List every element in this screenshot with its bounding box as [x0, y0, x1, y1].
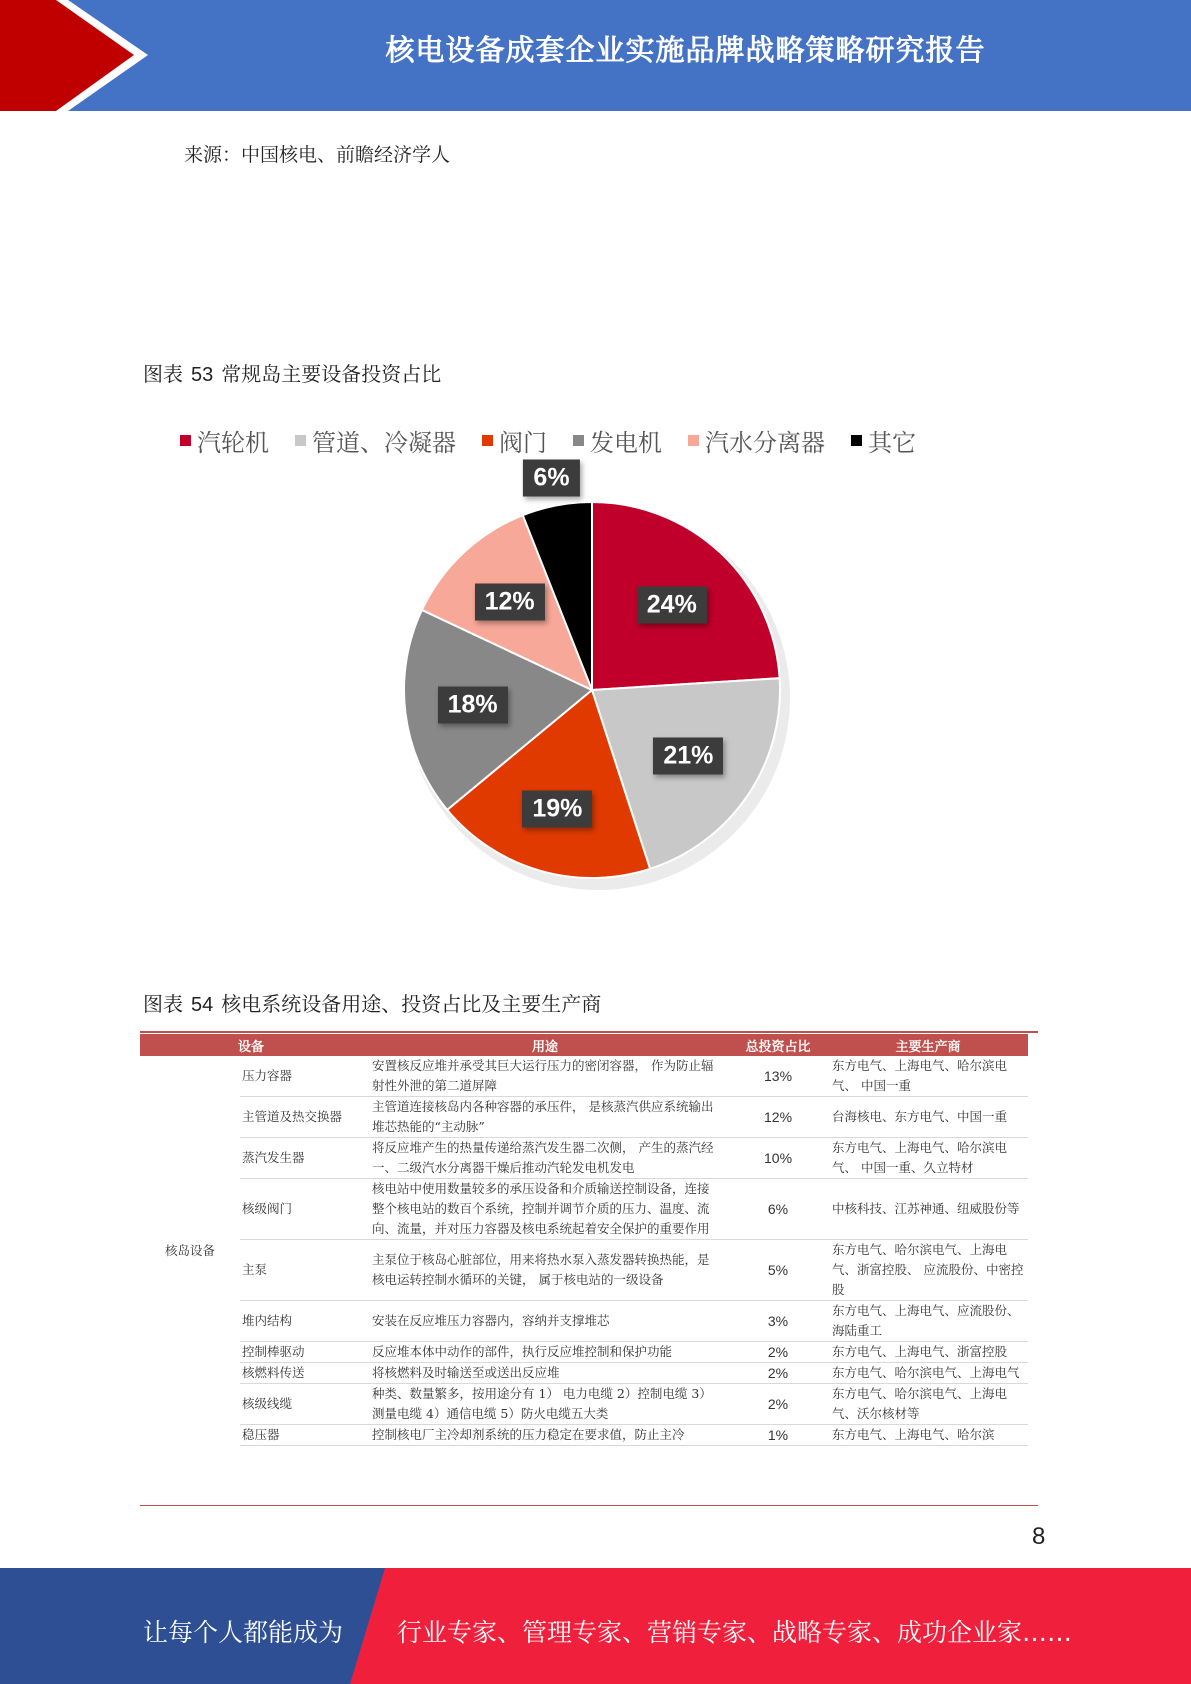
- legend-item: [851, 423, 916, 458]
- table-row: [140, 1240, 1028, 1301]
- pie-data-label: 19%: [522, 791, 592, 828]
- equipment-table-wrap: [140, 1031, 1038, 1446]
- legend-swatch: [295, 435, 306, 446]
- use-cell: 反应堆本体中动作的部件，执行反应堆控制和保护功能: [362, 1342, 728, 1363]
- maker-cell: 中核科技、江苏神通、纽威股份等: [828, 1179, 1028, 1240]
- pie-data-label: 24%: [637, 587, 707, 624]
- use-cell: 种类、数量繁多，按用途分有 1） 电力电缆 2）控制电缆 3）测量电缆 4）通信电缆 5）防火电缆五大类: [362, 1384, 728, 1425]
- legend-item: [688, 423, 825, 458]
- table-row: [140, 1138, 1028, 1179]
- legend-item: [180, 423, 269, 458]
- legend-label: 发电机: [590, 428, 662, 457]
- maker-cell: 东方电气、哈尔滨电气、上海电气、沃尔核材等: [828, 1384, 1028, 1425]
- maker-cell: 东方电气、上海电气、浙富控股: [828, 1342, 1028, 1363]
- maker-cell: 台海核电、东方电气、中国一重: [828, 1097, 1028, 1138]
- pie-chart: [380, 463, 820, 940]
- use-cell: 主管道连接核岛内各种容器的承压件， 是核蒸汽供应系统输出堆芯热能的“主动脉”: [362, 1097, 728, 1138]
- page-number: 8: [1032, 1523, 1046, 1550]
- device-cell: 主泵: [240, 1240, 362, 1301]
- maker-cell: 东方电气、哈尔滨电气、上海电气、浙富控股、 应流股份、中密控股: [828, 1240, 1028, 1301]
- device-cell: 控制棒驱动: [240, 1342, 362, 1363]
- figure-54-caption: [143, 988, 601, 1017]
- figure-number: 53: [191, 364, 214, 386]
- device-cell: 核级阀门: [240, 1179, 362, 1240]
- pct-cell: 6%: [728, 1179, 828, 1240]
- header-device: 设备: [140, 1034, 362, 1056]
- figure-prefix: 图表: [143, 992, 183, 1016]
- pie-data-label: 21%: [653, 737, 723, 774]
- figure-prefix: 图表: [143, 362, 183, 386]
- footer-slogan-right: 行业专家、管理专家、营销专家、战略专家、成功企业家……: [397, 1618, 1073, 1647]
- maker-cell: 东方电气、上海电气、哈尔滨: [828, 1425, 1028, 1446]
- legend-label: 汽水分离器: [705, 428, 825, 457]
- pie-data-label: 18%: [438, 687, 508, 724]
- table-row: [140, 1056, 1028, 1097]
- device-cell: 主管道及热交换器: [240, 1097, 362, 1138]
- legend-swatch: [482, 435, 493, 446]
- table-bottom-rule: [140, 1505, 1038, 1506]
- pct-cell: 1%: [728, 1425, 828, 1446]
- legend-label: 汽轮机: [197, 428, 269, 457]
- table-row: [140, 1425, 1028, 1446]
- legend-item: [295, 423, 456, 458]
- pie-data-label: 12%: [475, 584, 545, 621]
- use-cell: 将反应堆产生的热量传递给蒸汽发生器二次侧， 产生的蒸汽经一、二级汽水分离器干燥后推动汽轮发电机发电: [362, 1138, 728, 1179]
- header-maker: 主要生产商: [828, 1034, 1028, 1056]
- device-cell: 核燃料传送: [240, 1363, 362, 1384]
- table-row: [140, 1301, 1028, 1342]
- legend-label: 阀门: [499, 428, 547, 457]
- maker-cell: 东方电气、上海电气、应流股份、海陆重工: [828, 1301, 1028, 1342]
- pct-cell: 2%: [728, 1363, 828, 1384]
- maker-cell: 东方电气、上海电气、哈尔滨电气、 中国一重: [828, 1056, 1028, 1097]
- footer-slogan-left: 让每个人都能成为: [143, 1618, 344, 1647]
- page-header: [0, 0, 1191, 111]
- report-title: 核电设备成套企业实施品牌战略策略研究报告: [385, 33, 986, 67]
- device-cell: 蒸汽发生器: [240, 1138, 362, 1179]
- legend-label: 管道、冷凝器: [312, 428, 456, 457]
- table-row: [140, 1179, 1028, 1240]
- maker-cell: 东方电气、哈尔滨电气、上海电气: [828, 1363, 1028, 1384]
- header-arrow-decoration: [0, 0, 160, 111]
- table-row: [140, 1097, 1028, 1138]
- use-cell: 安置核反应堆并承受其巨大运行压力的密闭容器， 作为防止辐射性外泄的第二道屏障: [362, 1056, 728, 1097]
- legend-swatch: [573, 435, 584, 446]
- chart-legend: [180, 423, 1040, 457]
- use-cell: 核电站中使用数量较多的承压设备和介质输送控制设备，连接整个核电站的数百个系统，控制并调节介质的压力、温度、流向、流量，并对压力容器及核电系统起着安全保护的重要作用: [362, 1179, 728, 1240]
- equipment-table: [140, 1034, 1028, 1446]
- maker-cell: 东方电气、上海电气、哈尔滨电气、 中国一重、久立特材: [828, 1138, 1028, 1179]
- device-cell: 稳压器: [240, 1425, 362, 1446]
- figure-number: 54: [191, 994, 214, 1016]
- legend-item: [573, 423, 662, 458]
- device-cell: 压力容器: [240, 1056, 362, 1097]
- figure-title: 核电系统设备用途、投资占比及主要生产商: [221, 992, 602, 1016]
- use-cell: 控制核电厂主冷却剂系统的压力稳定在要求值，防止主冷: [362, 1425, 728, 1446]
- pct-cell: 2%: [728, 1342, 828, 1363]
- legend-label: 其它: [868, 428, 916, 457]
- source-note: 来源：中国核电、前瞻经济学人: [184, 144, 451, 166]
- figure-title: 常规岛主要设备投资占比: [221, 362, 442, 386]
- legend-swatch: [180, 435, 191, 446]
- device-cell: 堆内结构: [240, 1301, 362, 1342]
- pct-cell: 5%: [728, 1240, 828, 1301]
- use-cell: 安装在反应堆压力容器内，容纳并支撑堆芯: [362, 1301, 728, 1342]
- legend-item: [482, 423, 547, 458]
- header-pct: 总投资占比: [728, 1034, 828, 1056]
- pie-data-label: 6%: [523, 459, 579, 496]
- pct-cell: 2%: [728, 1384, 828, 1425]
- legend-swatch: [688, 435, 699, 446]
- pct-cell: 10%: [728, 1138, 828, 1179]
- figure-53-caption: [143, 358, 441, 387]
- device-cell: 核级线缆: [240, 1384, 362, 1425]
- table-row: [140, 1384, 1028, 1425]
- page-footer: [0, 1568, 1191, 1684]
- table-row: [140, 1342, 1028, 1363]
- pct-cell: 12%: [728, 1097, 828, 1138]
- pct-cell: 3%: [728, 1301, 828, 1342]
- category-cell: 核岛设备: [164, 1242, 215, 1258]
- pct-cell: 13%: [728, 1056, 828, 1097]
- legend-swatch: [851, 435, 862, 446]
- table-row: [140, 1363, 1028, 1384]
- use-cell: 主泵位于核岛心脏部位，用来将热水泵入蒸发器转换热能，是核电运转控制水循环的关键， 属于核电站的一级设备: [362, 1240, 728, 1301]
- table-header-row: [140, 1034, 1028, 1056]
- use-cell: 将核燃料及时输送至或送出反应堆: [362, 1363, 728, 1384]
- header-use: 用途: [362, 1034, 728, 1056]
